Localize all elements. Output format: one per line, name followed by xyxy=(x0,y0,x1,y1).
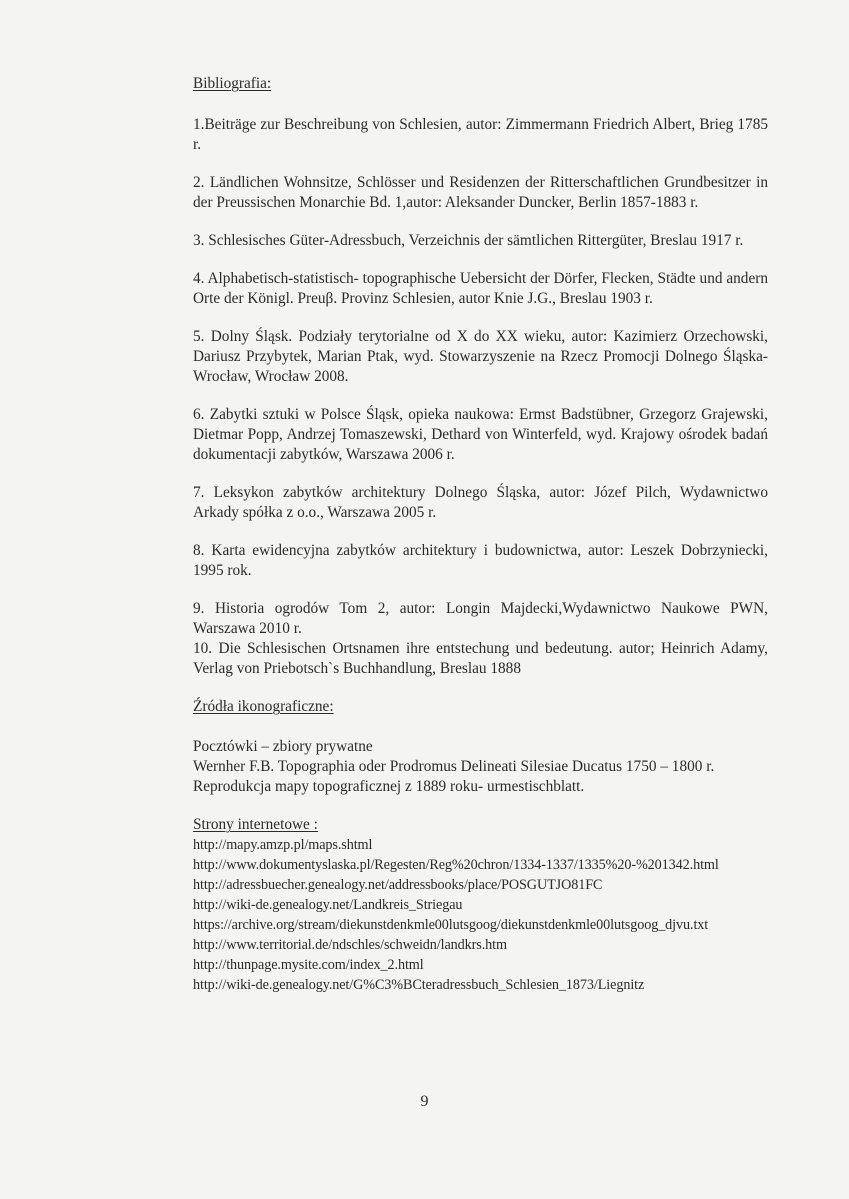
iconography-heading: Źródła ikonograficzne: xyxy=(193,698,334,715)
bibliography-list xyxy=(193,115,768,679)
bibliography-heading: Bibliografia: xyxy=(193,75,272,92)
page-number: 9 xyxy=(420,1093,429,1110)
website-link[interactable]: https://archive.org/stream/diekunstdenkmle00lutsgoog/diekunstdenkmle00lutsgoog_djvu.txt xyxy=(193,917,709,933)
bibliography-entry: 6. Zabytki sztuki w Polsce Śląsk, opieka naukowa: Ermst Badstübner, Grzegorz Grajewski, Dietmar Popp, Andrzej Tomaszewski, Dethard von Winterfeld, wyd. Krajowy ośrodek badań dokumentacji zabytków, Warszawa 2006 r. xyxy=(193,406,768,463)
bibliography-entry: 2. Ländlichen Wohnsitze, Schlösser und Residenzen der Ritterschaftlichen Grundbesitzer in der Preussischen Monarchie Bd. 1,autor: Aleksander Duncker, Berlin 1857-1883 r. xyxy=(193,174,768,211)
website-link[interactable]: http://www.dokumentyslaska.pl/Regesten/Reg%20chron/1334-1337/1335%20-%201342.html xyxy=(193,857,719,873)
bibliography-entry: 4. Alphabetisch-statistisch- topographische Uebersicht der Dörfer, Flecken, Städte und andern Orte der Königl. Preuβ. Provinz Schlesien, autor Knie J.G., Breslau 1903 r. xyxy=(193,270,768,307)
bibliography-entry: 8. Karta ewidencyjna zabytków architektury i budownictwa, autor: Leszek Dobrzyniecki, 1995 rok. xyxy=(193,542,768,579)
bibliography-entry: 3. Schlesisches Güter-Adressbuch, Verzeichnis der sämtlichen Rittergüter, Breslau 1917 r. xyxy=(193,232,744,249)
iconography-item: Reprodukcja mapy topograficznej z 1889 roku- urmestischblatt. xyxy=(193,778,585,795)
iconography-item: Pocztówki – zbiory prywatne xyxy=(193,738,373,755)
website-link[interactable]: http://thunpage.mysite.com/index_2.html xyxy=(193,957,424,973)
website-link[interactable]: http://www.territorial.de/ndschles/schweidn/landkrs.htm xyxy=(193,937,507,953)
iconography-item: Wernher F.B. Topographia oder Prodromus Delineati Silesiae Ducatus 1750 – 1800 r. xyxy=(193,758,715,775)
bibliography-entry: 5. Dolny Śląsk. Podziały terytorialne od X do XX wieku, autor: Kazimierz Orzechowski, Dariusz Przybytek, Marian Ptak, wyd. Stowarzyszenie na Rzecz Promocji Dolnego Śląska- Wrocław, Wrocław 2008. xyxy=(193,328,768,385)
bibliography-entry: 10. Die Schlesischen Ortsnamen ihre entstechung und bedeutung. autor; Heinrich Adamy, Verlag von Priebotsch`s Buchhandlung, Breslau 1888 xyxy=(193,640,768,677)
website-link[interactable]: http://adressbuecher.genealogy.net/addressbooks/place/POSGUTJO81FC xyxy=(193,877,603,893)
bibliography-entry: 7. Leksykon zabytków architektury Dolnego Śląska, autor: Józef Pilch, Wydawnictwo Arkady spółka z o.o., Warszawa 2005 r. xyxy=(193,484,768,521)
websites-heading: Strony internetowe : xyxy=(193,816,318,833)
bibliography-entry: 9. Historia ogrodów Tom 2, autor: Longin Majdecki,Wydawnictwo Naukowe PWN, Warszawa 2010 r. xyxy=(193,600,768,637)
website-link[interactable]: http://wiki-de.genealogy.net/G%C3%BCteradressbuch_Schlesien_1873/Liegnitz xyxy=(193,977,645,993)
website-link[interactable]: http://mapy.amzp.pl/maps.shtml xyxy=(193,837,373,853)
bibliography-entry: 1.Beiträge zur Beschreibung von Schlesien, autor: Zimmermann Friedrich Albert, Brieg 1785 r. xyxy=(193,116,768,153)
document-body xyxy=(193,74,768,995)
website-link[interactable]: http://wiki-de.genealogy.net/Landkreis_Striegau xyxy=(193,897,463,913)
